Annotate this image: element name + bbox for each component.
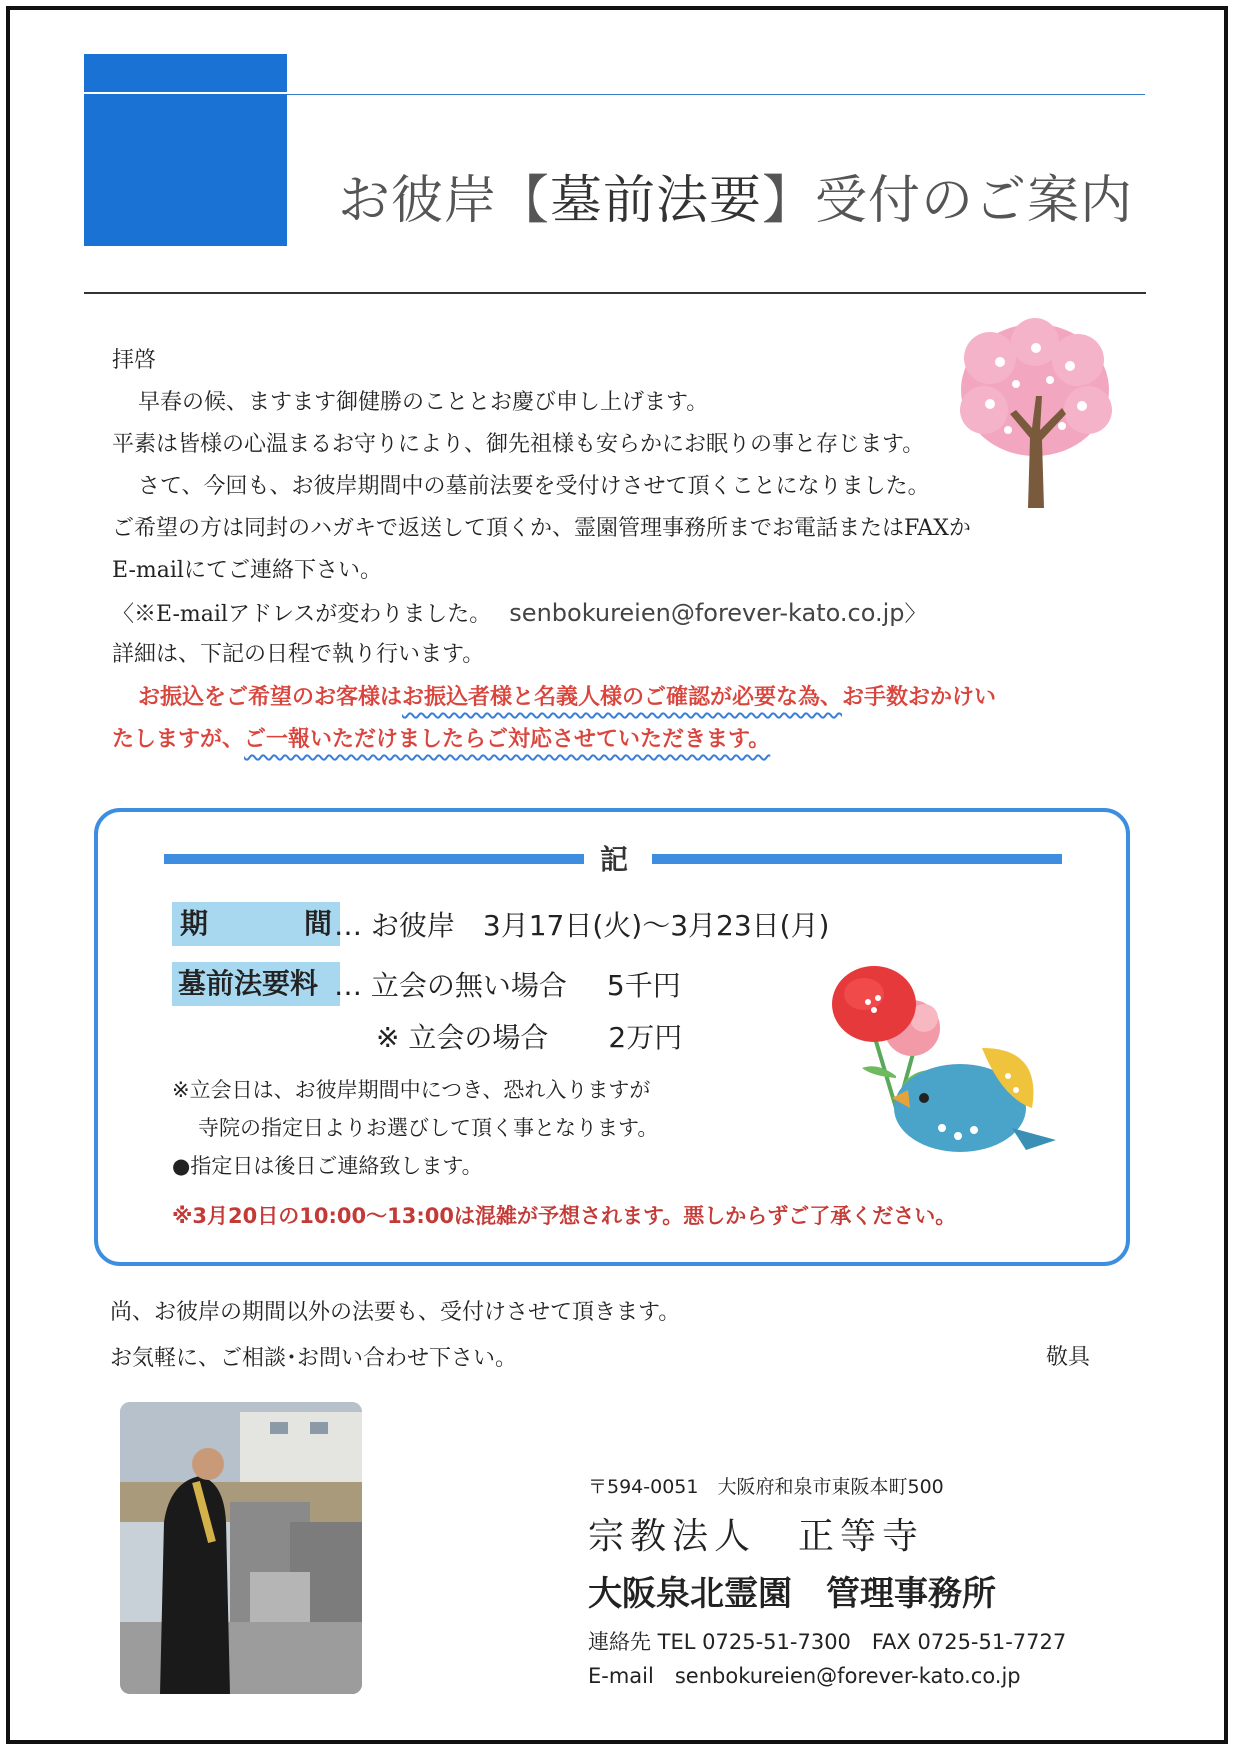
footer-contact-tel-fax: 連絡先 TEL 0725-51-7300 FAX 0725-51-7727 bbox=[588, 1630, 1067, 1654]
note-line: ●指定日は後日ご連絡致します。 bbox=[172, 1154, 483, 1178]
fee-line-2-amount: 2万円 bbox=[608, 1021, 683, 1054]
period-label-b: 間 bbox=[303, 907, 332, 940]
cherry-tree-illustration bbox=[950, 318, 1120, 508]
closing-line: 尚、お彼岸の期間以外の法要も、受付けさせて頂きます。 bbox=[110, 1300, 681, 1325]
footer-office-name: 大阪泉北霊園 管理事務所 bbox=[588, 1574, 996, 1614]
ki-rule-left bbox=[164, 854, 584, 864]
header-bottom-rule bbox=[84, 292, 1146, 294]
letter-line: ご希望の方は同封のハガキで返送して頂くか、霊園管理事務所までお電話またはFAXか bbox=[112, 516, 971, 541]
fee-line-2-label: ※ 立会の場合 bbox=[376, 1021, 549, 1054]
transfer-notice-text: お手数おかけい bbox=[842, 684, 997, 710]
letter-line: さて、今回も、お彼岸期間中の墓前法要を受付けさせて頂くことになりました。 bbox=[138, 474, 930, 499]
title-prefix: お彼岸【 bbox=[338, 171, 551, 231]
ki-heading: 記 bbox=[600, 843, 629, 876]
fee-line-2 bbox=[376, 1016, 682, 1056]
letter-line: E-mailにてご連絡下さい。 bbox=[112, 558, 382, 583]
email-notice-suffix: 〉 bbox=[904, 602, 927, 627]
title-suffix: 】受付のご案内 bbox=[762, 171, 1134, 231]
title-main: 墓前法要 bbox=[550, 171, 763, 231]
header-blue-block bbox=[84, 54, 287, 246]
header-top-rule bbox=[287, 94, 1145, 95]
priest-photo bbox=[120, 1402, 362, 1694]
footer-address: 〒594-0051 大阪府和泉市東阪本町500 bbox=[588, 1476, 944, 1498]
transfer-notice-line-1 bbox=[112, 676, 1112, 718]
email-notice-prefix: 〈※E-mailアドレスが変わりました。 bbox=[112, 602, 492, 627]
note-line: 寺院の指定日よりお選びして頂く事となります。 bbox=[198, 1116, 659, 1140]
footer-temple-name: 宗教法人 正等寺 bbox=[588, 1516, 925, 1557]
fee-label: 墓前法要料 bbox=[172, 962, 340, 1006]
transfer-notice-wavy: ご一報いただけましたらご対応させていただきます。 bbox=[244, 726, 771, 752]
letter-line: 早春の候、ますます御健勝のこととお慶び申し上げます。 bbox=[138, 390, 709, 415]
keigu: 敬具 bbox=[1046, 1345, 1091, 1370]
fee-line-1 bbox=[334, 964, 681, 1004]
transfer-notice-text: たしますが、 bbox=[112, 726, 245, 752]
fee-line-1-label: … 立会の無い場合 bbox=[334, 969, 567, 1002]
letter-line: 平素は皆様の心温まるお守りにより、御先祖様も安らかにお眠りの事と存じます。 bbox=[112, 432, 925, 457]
letter-greeting: 拝啓 bbox=[112, 348, 157, 373]
email-notice-address[interactable]: senbokureien@forever-kato.co.jp bbox=[509, 599, 905, 627]
period-label bbox=[172, 902, 340, 946]
ki-rule-right bbox=[652, 854, 1062, 864]
header-block-divider bbox=[84, 92, 287, 94]
note-line: ※立会日は、お彼岸期間中につき、恐れ入りますが bbox=[172, 1078, 651, 1102]
fee-line-1-amount: 5千円 bbox=[606, 969, 681, 1002]
closing-line: お気軽に、ご相談･お問い合わせ下さい。 bbox=[110, 1346, 518, 1371]
congestion-warning: ※3月20日の10:00～13:00は混雑が予想されます。悪しからずご了承ください。 bbox=[172, 1204, 957, 1228]
transfer-notice-text: お振込をご希望のお客様は bbox=[138, 684, 403, 710]
period-value: … お彼岸 3月17日(火)～3月23日(月) bbox=[334, 909, 830, 942]
closing-text bbox=[110, 1290, 680, 1382]
flowers-and-bird-illustration bbox=[812, 958, 1058, 1168]
transfer-notice-line-2 bbox=[112, 718, 1112, 760]
footer-email[interactable]: E-mail senbokureien@forever-kato.co.jp bbox=[588, 1664, 1021, 1688]
email-notice bbox=[112, 592, 1112, 634]
schedule-line: 詳細は、下記の日程で執り行います。 bbox=[112, 642, 485, 667]
transfer-notice-wavy: お振込者様と名義人様のご確認が必要な為、 bbox=[402, 684, 843, 710]
period-label-a: 期 bbox=[180, 907, 209, 940]
page-title bbox=[338, 158, 1133, 233]
